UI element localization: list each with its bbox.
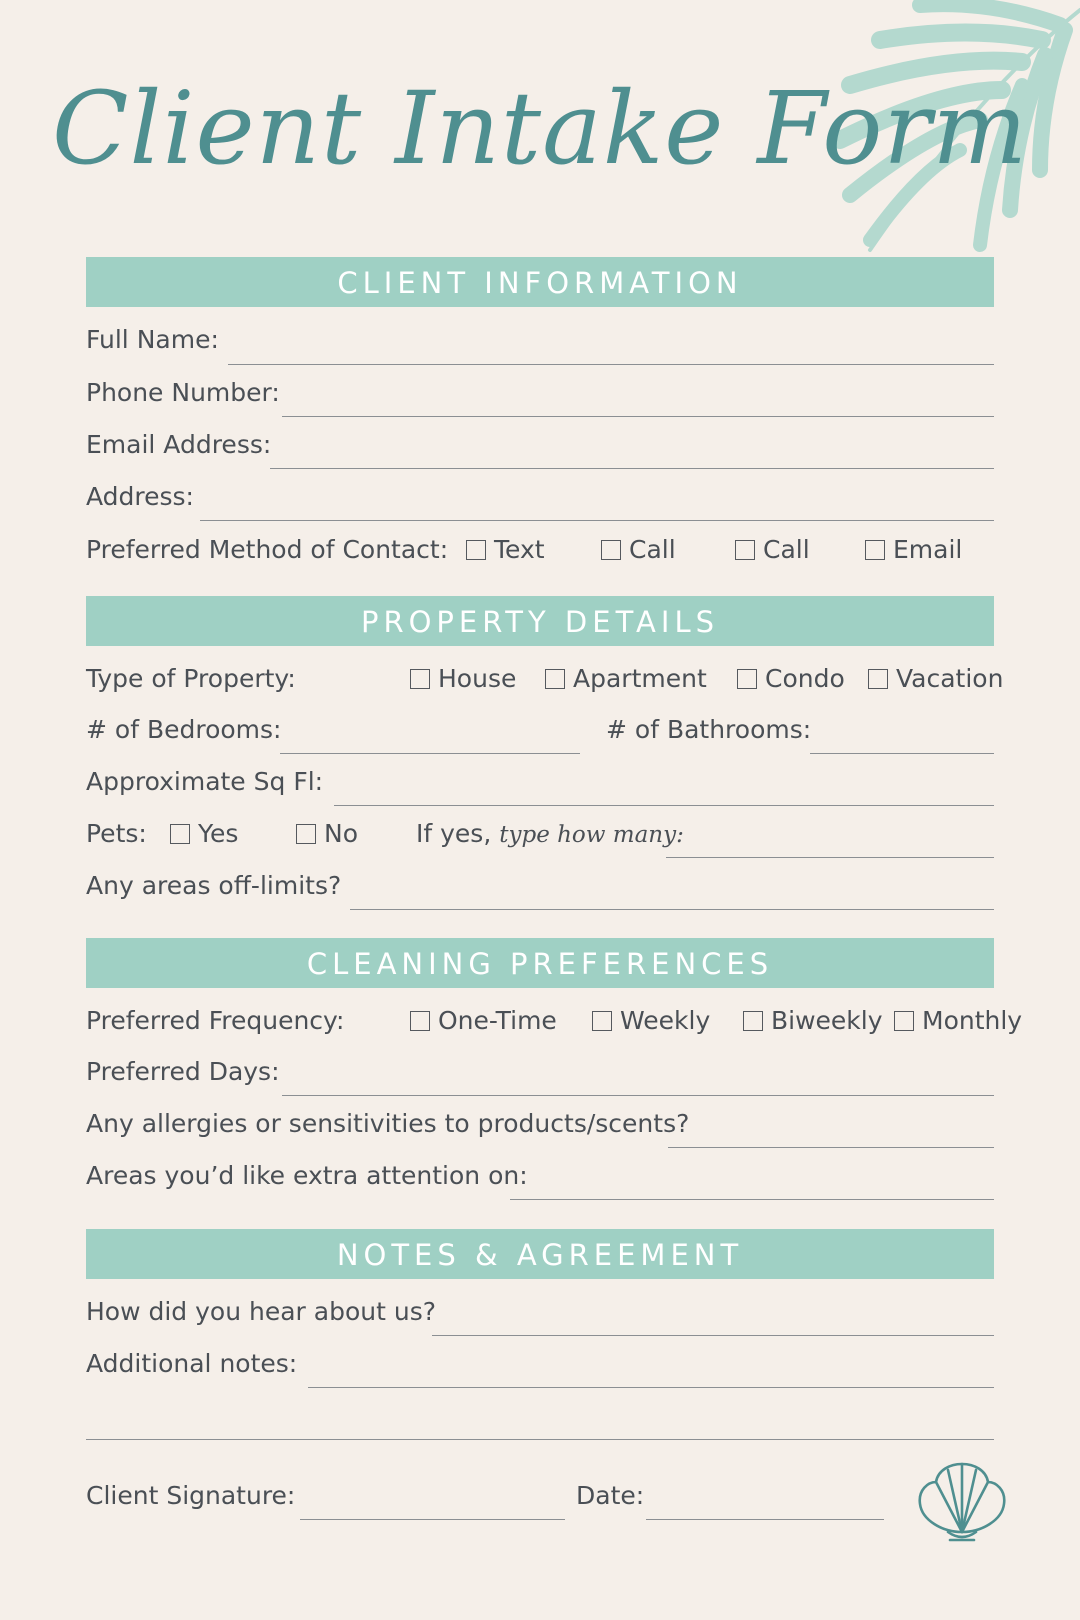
checkbox[interactable] xyxy=(737,669,757,689)
off-limits-label: Any areas off-limits? xyxy=(86,871,342,900)
preferred-days-label: Preferred Days: xyxy=(86,1057,280,1086)
off-limits-field[interactable] xyxy=(350,909,994,910)
pets-option-no[interactable]: No xyxy=(296,819,358,849)
address-field[interactable] xyxy=(200,520,994,521)
checkbox[interactable] xyxy=(735,540,755,560)
bedrooms-field[interactable] xyxy=(280,753,580,754)
full-name-field[interactable] xyxy=(228,364,994,365)
email-address-label: Email Address: xyxy=(86,430,272,459)
checkbox[interactable] xyxy=(865,540,885,560)
contact-option-text[interactable]: Text xyxy=(466,535,545,565)
contact-option-email[interactable]: Email xyxy=(865,535,962,565)
property-type-label: Type of Property: xyxy=(86,664,296,693)
pets-option-yes[interactable]: Yes xyxy=(170,819,238,849)
checkbox[interactable] xyxy=(170,824,190,844)
frequency-option-one-time[interactable]: One-Time xyxy=(410,1006,557,1036)
section-header-cleaning-preferences: CLEANING PREFERENCES xyxy=(86,938,994,988)
checkbox[interactable] xyxy=(894,1011,914,1031)
extra-attention-field[interactable] xyxy=(510,1199,994,1200)
date-label: Date: xyxy=(576,1481,645,1510)
section-header-client-information: CLIENT INFORMATION xyxy=(86,257,994,307)
contact-option-call[interactable]: Call xyxy=(601,535,676,565)
page-title: Client Intake Form xyxy=(51,70,1029,187)
additional-notes-label: Additional notes: xyxy=(86,1349,298,1378)
full-name-label: Full Name: xyxy=(86,325,219,354)
checkbox[interactable] xyxy=(545,669,565,689)
frequency-option-weekly[interactable]: Weekly xyxy=(592,1006,710,1036)
property-option-apartment[interactable]: Apartment xyxy=(545,664,707,694)
bedrooms-label: # of Bedrooms: xyxy=(86,715,282,744)
phone-number-label: Phone Number: xyxy=(86,378,280,407)
hear-about-field[interactable] xyxy=(432,1335,994,1336)
checkbox[interactable] xyxy=(601,540,621,560)
property-option-house[interactable]: House xyxy=(410,664,516,694)
bathrooms-label: # of Bathrooms: xyxy=(606,715,812,744)
sqft-label: Approximate Sq Fl: xyxy=(86,767,324,796)
pets-label: Pets: xyxy=(86,819,147,848)
section-header-notes-agreement: NOTES & AGREEMENT xyxy=(86,1229,994,1279)
section-header-property-details: PROPERTY DETAILS xyxy=(86,596,994,646)
checkbox[interactable] xyxy=(592,1011,612,1031)
client-signature-label: Client Signature: xyxy=(86,1481,296,1510)
property-option-condo[interactable]: Condo xyxy=(737,664,845,694)
seashell-icon xyxy=(912,1460,1012,1550)
pets-count-field[interactable] xyxy=(666,857,994,858)
client-signature-field[interactable] xyxy=(300,1519,565,1520)
contact-option-call-2[interactable]: Call xyxy=(735,535,810,565)
frequency-option-monthly[interactable]: Monthly xyxy=(894,1006,1022,1036)
property-option-vacation[interactable]: Vacation xyxy=(868,664,1003,694)
frequency-option-biweekly[interactable]: Biweekly xyxy=(743,1006,883,1036)
contact-method-label: Preferred Method of Contact: xyxy=(86,535,449,564)
bathrooms-field[interactable] xyxy=(810,753,994,754)
sqft-field[interactable] xyxy=(334,805,994,806)
date-field[interactable] xyxy=(646,1519,884,1520)
phone-number-field[interactable] xyxy=(282,416,994,417)
additional-notes-field-2[interactable] xyxy=(86,1439,994,1440)
frequency-label: Preferred Frequency: xyxy=(86,1006,345,1035)
additional-notes-field[interactable] xyxy=(308,1387,994,1388)
pets-count-label: If yes, type how many: xyxy=(416,819,684,848)
extra-attention-label: Areas you’d like extra attention on: xyxy=(86,1161,528,1190)
checkbox[interactable] xyxy=(868,669,888,689)
allergies-label: Any allergies or sensitivities to products/scents? xyxy=(86,1109,690,1138)
address-label: Address: xyxy=(86,482,194,511)
checkbox[interactable] xyxy=(410,669,430,689)
checkbox[interactable] xyxy=(410,1011,430,1031)
checkbox[interactable] xyxy=(296,824,316,844)
preferred-days-field[interactable] xyxy=(282,1095,994,1096)
checkbox[interactable] xyxy=(743,1011,763,1031)
allergies-field[interactable] xyxy=(668,1147,994,1148)
checkbox[interactable] xyxy=(466,540,486,560)
email-address-field[interactable] xyxy=(270,468,994,469)
hear-about-label: How did you hear about us? xyxy=(86,1297,436,1326)
